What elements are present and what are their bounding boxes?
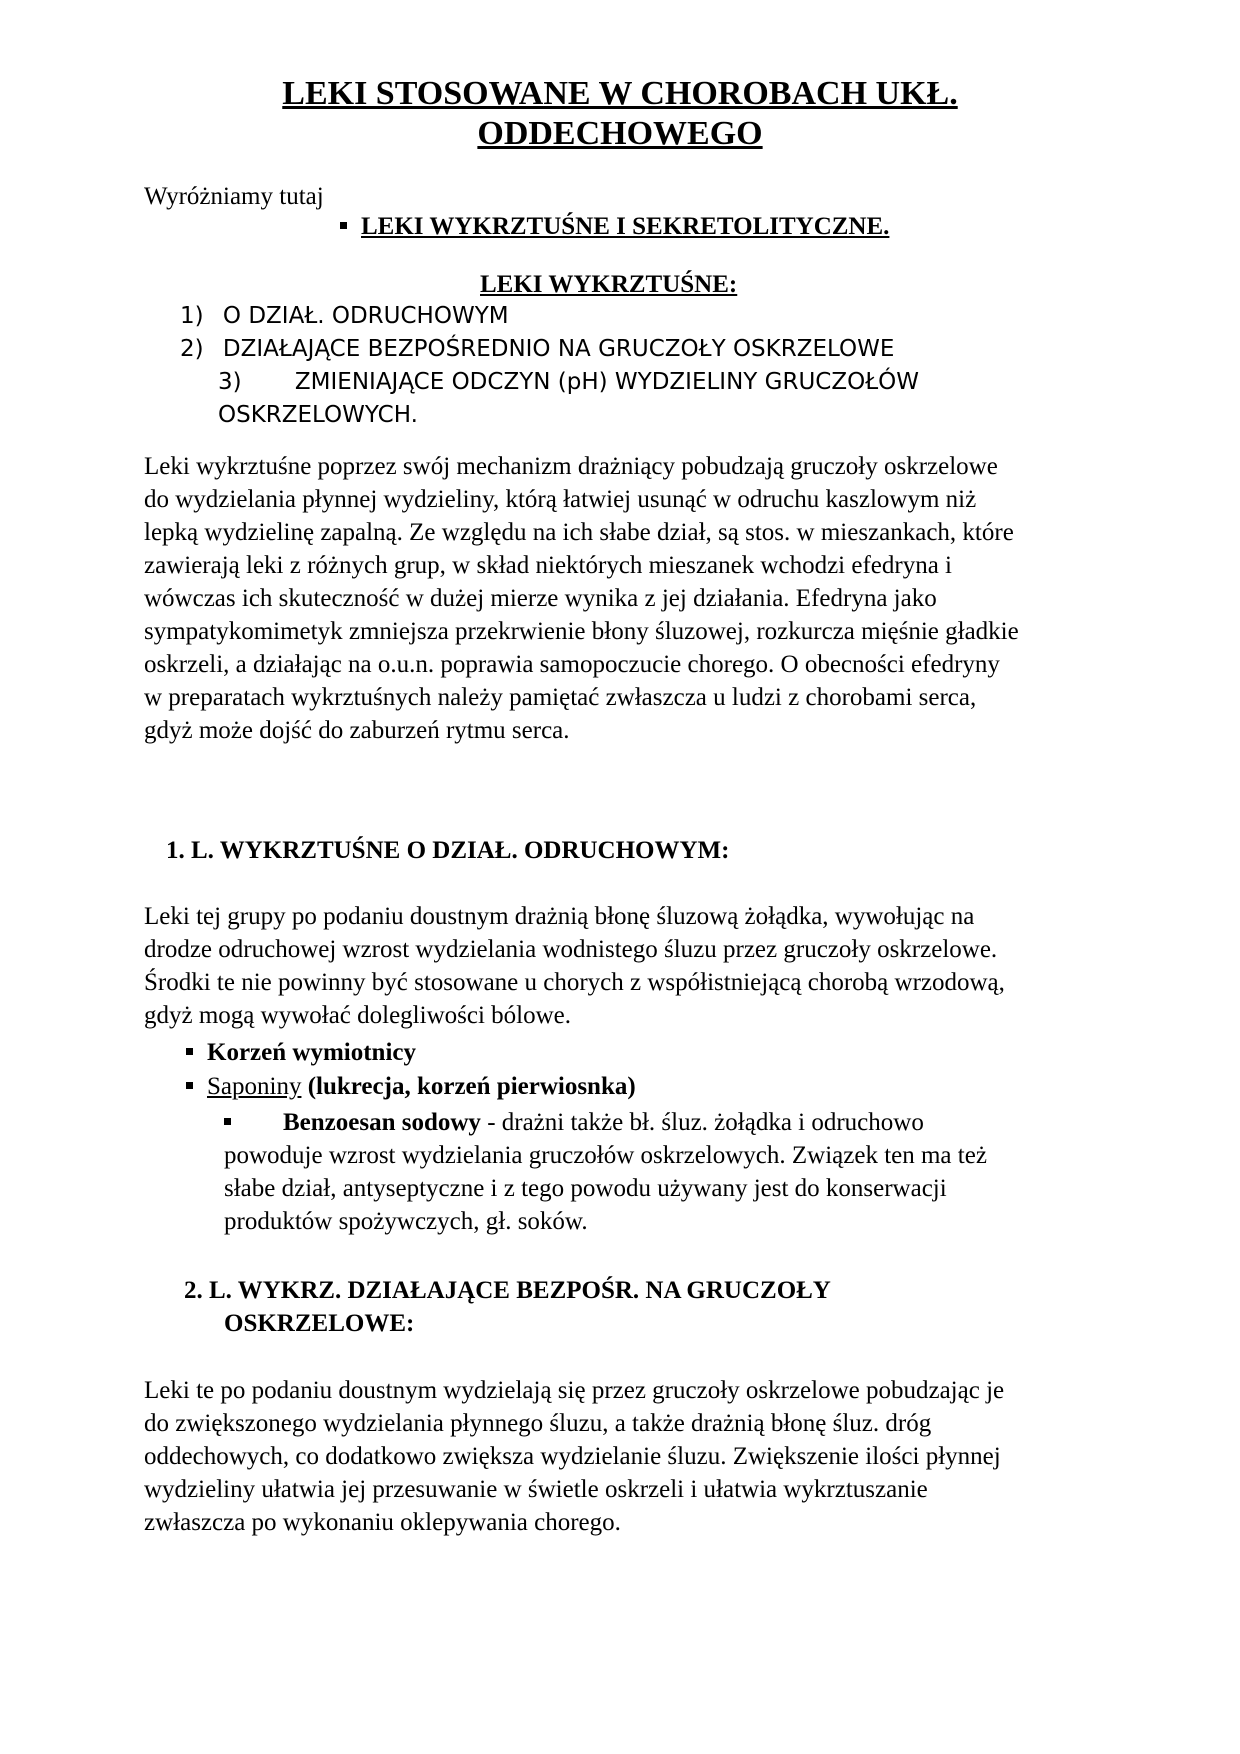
numbered-item-1 [180, 300, 509, 333]
bullet-item-1 [186, 1036, 416, 1069]
paragraph-line: gdyż może dojść do zaburzeń rytmu serca. [144, 717, 570, 744]
paragraph-line: sympatykomimetyk zmniejsza przekrwienie błony śluzowej, rozkurcza mięśnie gładkie [144, 618, 1019, 645]
paragraph-line: gdyż mogą wywołać dolegliwości bólowe. [144, 1002, 571, 1029]
document-title-line1: LEKI STOSOWANE W CHOROBACH UKŁ. [282, 75, 958, 112]
paragraph-line: w preparatach wykrztuśnych należy pamiętać zwłaszcza u ludzi z chorobami serca, [144, 684, 977, 711]
numbered-item-2 [180, 333, 894, 366]
bullet-item-2 [186, 1070, 636, 1103]
paragraph-line: lepką wydzielinę zapalną. Ze względu na ich słabe dział, są stos. w mieszankach, które [144, 519, 1014, 546]
bullet-text: - drażni także bł. śluz. żołądka i odruchowo [480, 1109, 924, 1136]
numbered-item-number: 2) [180, 336, 204, 362]
bullet-continuation-line: powoduje wzrost wydzielania gruczołów oskrzelowych. Związek ten ma też [224, 1142, 987, 1169]
numbered-item-number: 1) [180, 303, 204, 329]
bullet-square-icon [186, 1048, 193, 1055]
bullet-continuation-line: słabe dział, antyseptyczne i z tego powodu używany jest do konserwacji [224, 1175, 947, 1202]
paragraph-line: drodze odruchowej wzrost wydzielania wodnistego śluzu przez gruczoły oskrzelowe. [144, 936, 998, 963]
paragraph-line: oskrzeli, a działając na o.u.n. poprawia samopoczucie chorego. O obecności efedryny [144, 651, 1000, 678]
section-1-heading: 1. L. WYKRZTUŚNE O DZIAŁ. ODRUCHOWYM: [166, 837, 730, 864]
bullet-square-icon [224, 1118, 231, 1125]
paragraph-line: do zwiększonego wydzielania płynnego śluzu, a także drażnią błonę śluz. dróg [144, 1410, 932, 1437]
numbered-item-text: ZMIENIAJĄCE ODCZYN (pH) WYDZIELINY GRUCZOŁÓW [294, 369, 919, 395]
bullet-text-bold: Benzoesan sodowy [283, 1109, 481, 1136]
paragraph-line: Leki wykrztuśne poprzez swój mechanizm drażniący pobudzają gruczoły oskrzelowe [144, 453, 998, 480]
bullet-square-icon [186, 1082, 193, 1089]
paragraph-3 [144, 1374, 1004, 1539]
main-bullet [340, 210, 889, 243]
numbered-item-3 [218, 366, 919, 399]
section-2-heading-line2: OSKRZELOWE: [224, 1310, 415, 1337]
paragraph-line: Leki te po podaniu doustnym wydzielają się przez gruczoły oskrzelowe pobudzając je [144, 1377, 1005, 1404]
paragraph-line: do wydzielania płynnej wydzieliny, którą łatwiej usunąć w odruchu kaszlowym niż [144, 486, 977, 513]
bullet-continuation-line: produktów spożywczych, gł. soków. [224, 1208, 588, 1235]
paragraph-1 [144, 450, 1019, 747]
bullet-square-icon [340, 222, 347, 229]
bullet-item-3 [224, 1106, 924, 1139]
main-bullet-text: LEKI WYKRZTUŚNE I SEKRETOLITYCZNE. [361, 213, 890, 240]
paragraph-2 [144, 900, 1005, 1032]
paragraph-line: Środki te nie powinny być stosowane u chorych z współistniejącą chorobą wrzodową, [144, 969, 1005, 996]
paragraph-line: Leki tej grupy po podaniu doustnym drażnią błonę śluzową żołądka, wywołując na [144, 903, 975, 930]
paragraph-line: wydzieliny ułatwia jej przesuwanie w świetle oskrzeli i ułatwia wykrztuszanie [144, 1476, 928, 1503]
bullet-text: Korzeń wymiotnicy [207, 1039, 416, 1066]
paragraph-line: zwłaszcza po wykonaniu oklepywania chorego. [144, 1509, 621, 1536]
section-2-heading-line1: 2. L. WYKRZ. DZIAŁAJĄCE BEZPOŚR. NA GRUCZOŁY [184, 1277, 831, 1304]
document-title-line2: ODDECHOWEGO [477, 115, 763, 152]
paragraph-line: zawierają leki z różnych grup, w skład niektórych mieszanek wchodzi efedryna i [144, 552, 952, 579]
numbered-item-text: DZIAŁAJĄCE BEZPOŚREDNIO NA GRUCZOŁY OSKRZELOWE [222, 336, 895, 362]
numbered-item-number: 3) [218, 369, 242, 395]
subheading: LEKI WYKRZTUŚNE: [480, 271, 738, 298]
numbered-item-text: O DZIAŁ. ODRUCHOWYM [222, 303, 509, 329]
paragraph-line: oddechowych, co dodatkowo zwiększa wydzielanie śluzu. Zwiększenie ilości płynnej [144, 1443, 1001, 1470]
numbered-item-3-continuation: OSKRZELOWYCH. [218, 402, 418, 428]
bullet-item-3-continuation [224, 1139, 987, 1238]
bullet-text-underlined: Saponiny [207, 1073, 302, 1100]
bullet-text-bold: (lukrecja, korzeń pierwiosnka) [301, 1073, 636, 1100]
intro-text: Wyróżniamy tutaj [144, 183, 324, 210]
paragraph-line: wówczas ich skuteczność w dużej mierze wynika z jej działania. Efedryna jako [144, 585, 937, 612]
